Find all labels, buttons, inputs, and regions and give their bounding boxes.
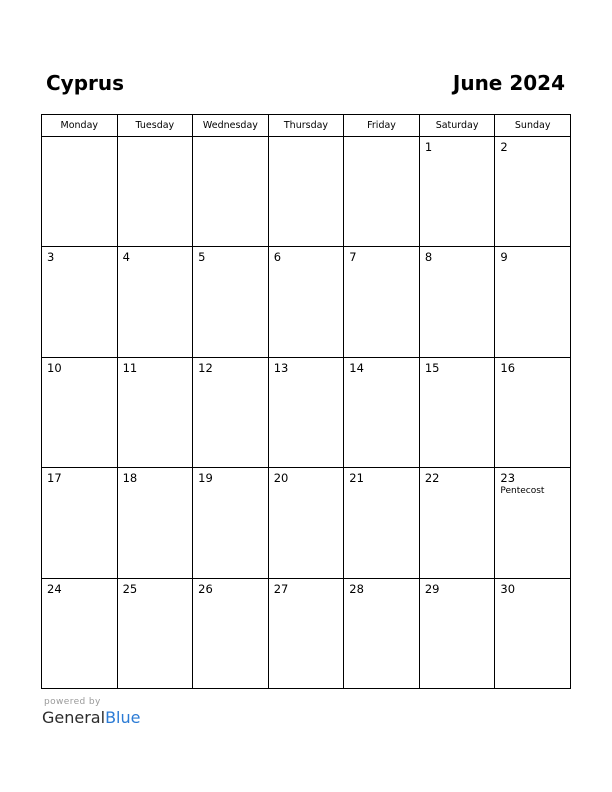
day-cell [117, 578, 193, 688]
day-number: 21 [349, 471, 364, 486]
day-number: 20 [273, 471, 289, 486]
day-number [269, 137, 344, 141]
day-cell [42, 468, 118, 578]
day-cell [268, 357, 344, 467]
day-number [42, 137, 117, 141]
day-number: 11 [122, 360, 138, 375]
day-number: 1 [424, 140, 433, 154]
day-cell [344, 468, 420, 578]
week-row [42, 578, 571, 688]
day-cell [419, 357, 495, 467]
day-number [193, 137, 268, 141]
day-cell [419, 137, 495, 247]
day-number [118, 137, 193, 141]
day-cell [344, 247, 420, 357]
day-cell [42, 247, 118, 357]
day-number: 28 [349, 581, 364, 596]
day-cell [117, 468, 193, 578]
day-number: 17 [47, 471, 62, 486]
calendar-grid [41, 114, 571, 689]
calendar-month-title: June 2024 [452, 71, 565, 95]
day-cell [495, 137, 571, 247]
day-number: 3 [47, 250, 55, 265]
day-cell [42, 357, 118, 467]
day-cell [268, 468, 344, 578]
day-number: 10 [47, 360, 62, 375]
day-cell [344, 357, 420, 467]
day-cell [344, 137, 420, 247]
day-cell [419, 578, 495, 688]
calendar-country-title: Cyprus [46, 71, 125, 95]
day-cell [495, 578, 571, 688]
day-cell [193, 137, 269, 247]
day-number: 19 [198, 471, 213, 486]
day-cell [495, 357, 571, 467]
day-cell [495, 247, 571, 357]
day-number: 22 [424, 471, 440, 486]
day-number: 29 [424, 581, 440, 596]
weekday-header: Wednesday [193, 115, 269, 137]
day-cell [419, 468, 495, 578]
week-row [42, 357, 571, 467]
day-number: 5 [198, 250, 206, 265]
day-cell [268, 137, 344, 247]
day-number: 13 [273, 360, 289, 375]
day-number: 8 [424, 250, 433, 265]
day-number: 18 [122, 471, 138, 486]
day-number [344, 137, 419, 141]
day-number: 23 [500, 471, 516, 486]
weekday-header: Monday [42, 115, 118, 137]
day-number: 25 [122, 581, 138, 596]
day-number: 6 [273, 250, 282, 265]
day-number: 7 [349, 250, 357, 265]
weekday-header: Tuesday [117, 115, 193, 137]
day-number: 26 [198, 581, 213, 596]
day-cell [419, 247, 495, 357]
weekday-header: Saturday [419, 115, 495, 137]
day-number: 27 [273, 581, 289, 596]
day-number: 30 [500, 581, 516, 596]
holiday-label: Pentecost [500, 486, 545, 497]
day-number: 24 [47, 581, 62, 596]
day-number: 4 [122, 250, 130, 265]
day-number: 2 [500, 140, 508, 154]
day-cell [117, 357, 193, 467]
day-number: 16 [500, 360, 516, 375]
day-cell [193, 357, 269, 467]
weekday-header-row [42, 115, 571, 137]
day-number: 15 [424, 360, 440, 375]
week-row [42, 468, 571, 578]
day-cell [117, 247, 193, 357]
day-cell [193, 468, 269, 578]
weekday-header: Thursday [268, 115, 344, 137]
logo-text-general: General [42, 708, 106, 727]
day-cell [268, 578, 344, 688]
powered-by-text: powered by [44, 697, 101, 707]
logo-text-blue: Blue [105, 708, 141, 727]
week-row [42, 247, 571, 357]
day-cell [117, 137, 193, 247]
day-cell [42, 137, 118, 247]
weekday-header: Sunday [495, 115, 571, 137]
day-cell [193, 578, 269, 688]
day-cell [344, 578, 420, 688]
day-cell [268, 247, 344, 357]
day-cell [193, 247, 269, 357]
day-number: 12 [198, 360, 213, 375]
day-cell [42, 578, 118, 688]
week-row [42, 137, 571, 247]
day-number: 14 [349, 360, 364, 375]
generalblue-logo[interactable] [42, 708, 140, 727]
day-number: 9 [500, 250, 508, 265]
day-cell [495, 468, 571, 578]
weekday-header: Friday [344, 115, 420, 137]
